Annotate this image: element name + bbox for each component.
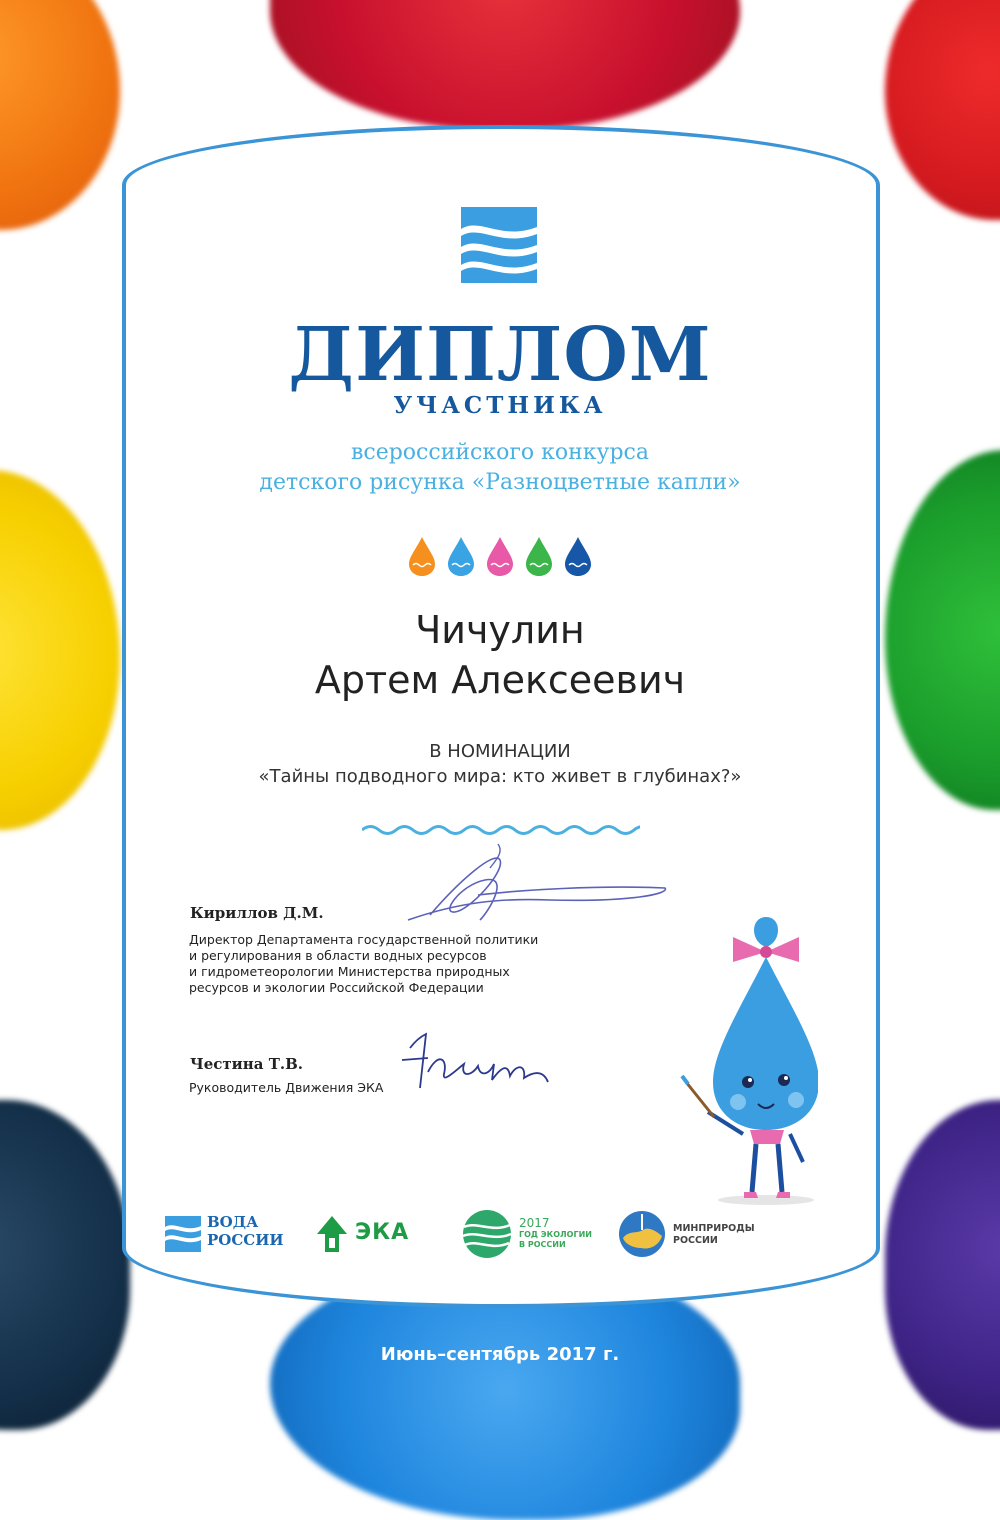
mascot-drop-illustration	[678, 912, 818, 1207]
logo-voda-line: ВОДА	[207, 1213, 259, 1231]
signer-1-role	[189, 932, 549, 996]
logo-minprirody-line: МИНПРИРОДЫ	[673, 1223, 755, 1234]
drop-icon	[526, 537, 552, 576]
diploma-subtitle: УЧАСТНИКА	[393, 392, 607, 419]
logo-god-line: В РОССИИ	[519, 1240, 566, 1249]
signer-1-role-line: и регулирования в области водных ресурсов	[189, 948, 487, 963]
logo-voda-line: РОССИИ	[207, 1231, 284, 1249]
logo-god-line: ГОД ЭКОЛОГИИ	[519, 1230, 592, 1239]
watercolor-blob-navy	[0, 1100, 130, 1430]
signer-2-name: Честина Т.В.	[190, 1055, 303, 1073]
participant-given-names: Артем Алексеевич	[314, 658, 686, 702]
drop-icon	[487, 537, 513, 576]
waves-logo-icon	[165, 1216, 201, 1252]
signature-image	[398, 1030, 553, 1105]
logo-minprirody-line: РОССИИ	[673, 1235, 718, 1246]
signer-1-role-line: Директор Департамента государственной политики	[189, 932, 539, 947]
logo-minprirody-text	[673, 1223, 755, 1247]
nomination-title: «Тайны подводного мира: кто живет в глубинах?»	[258, 766, 742, 787]
watercolor-blob-red-top	[270, 0, 740, 130]
logo-voda-rossii	[165, 1208, 290, 1260]
drop-icon	[565, 537, 591, 576]
wave-divider-icon	[362, 822, 640, 838]
logo-god-text	[519, 1230, 592, 1250]
signature-image	[400, 840, 675, 930]
signer-1-role-line: ресурсов и экологии Российской Федерации	[189, 980, 484, 995]
logo-god-year: 2017	[519, 1216, 550, 1230]
logo-eka	[315, 1208, 425, 1260]
signer-1-name: Кириллов Д.М.	[190, 904, 324, 922]
signer-2-role-line: Руководитель Движения ЭКА	[189, 1080, 384, 1095]
logo-eka-text: ЭКА	[355, 1220, 410, 1245]
date-footer: Июнь–сентябрь 2017 г.	[380, 1344, 620, 1365]
logo-voda-text	[207, 1213, 284, 1249]
logo-god-ekologii	[462, 1208, 592, 1260]
nomination-label: В НОМИНАЦИИ	[429, 741, 571, 762]
watercolor-blob-orange	[0, 0, 120, 230]
drops-row-icon	[405, 535, 595, 577]
waves-emblem-icon	[461, 207, 537, 283]
logo-minprirody	[615, 1208, 755, 1260]
drop-icon	[448, 537, 474, 576]
tree-logo-icon	[315, 1214, 349, 1254]
watercolor-blob-red-right	[885, 0, 1000, 220]
diploma-title: ДИПЛОМ	[288, 312, 712, 398]
contest-line-1: всероссийского конкурса	[351, 440, 649, 465]
signer-1-role-line: и гидрометеорологии Министерства природных	[189, 964, 510, 979]
drop-icon	[409, 537, 435, 576]
watercolor-blob-purple	[885, 1100, 1000, 1430]
globe-logo-icon	[462, 1209, 512, 1259]
contest-line-2: детского рисунка «Разноцветные капли»	[259, 470, 741, 495]
emblem-logo-icon	[615, 1208, 669, 1258]
participant-surname: Чичулин	[415, 608, 585, 652]
signer-2-role	[189, 1080, 383, 1096]
